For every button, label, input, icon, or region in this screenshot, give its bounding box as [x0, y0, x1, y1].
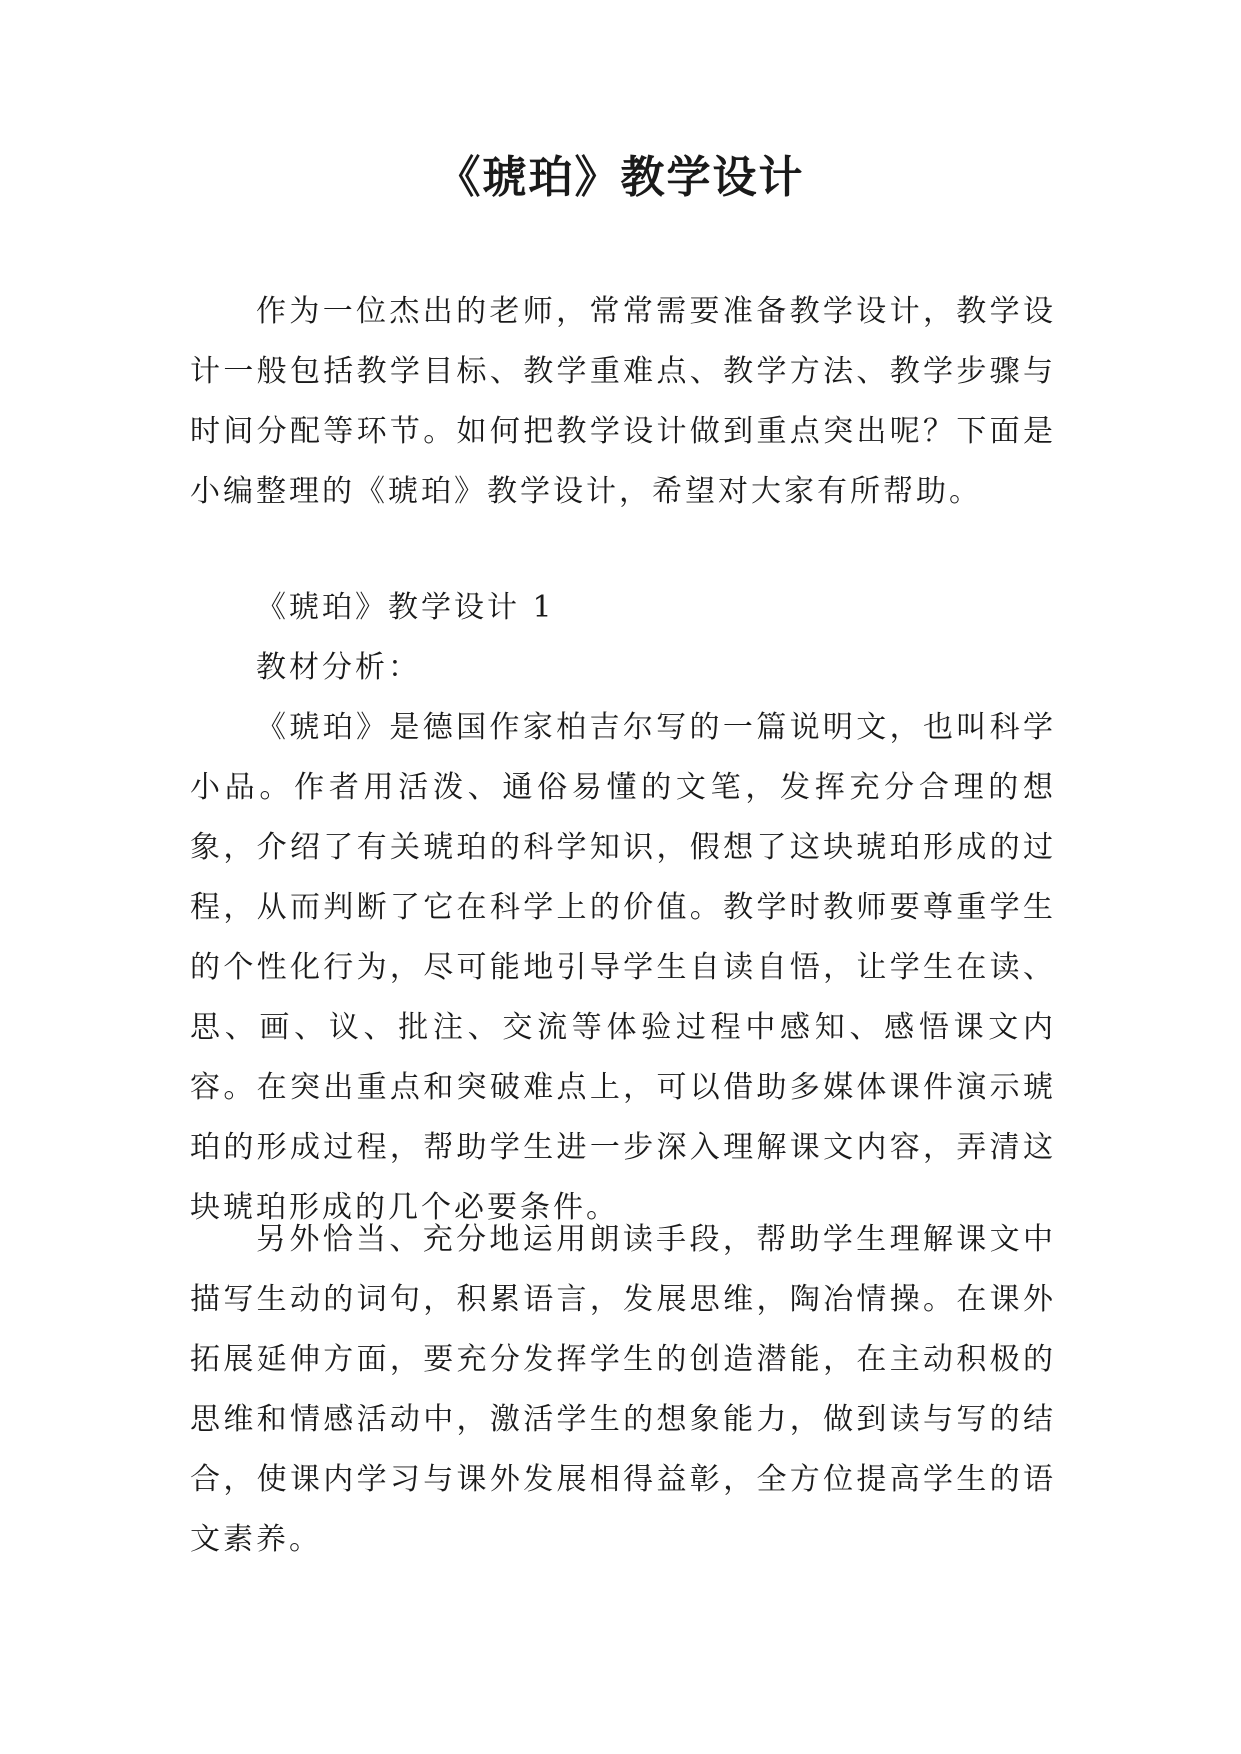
analysis-label: 教材分析：	[256, 650, 421, 685]
body-paragraph: 《琥珀》是德国作家柏吉尔写的一篇说明文，也叫科学小品。作者用活泼、通俗易懂的文笔，发挥充分合理的想象，介绍了有关琥珀的科学知识，假想了这块琥珀形成的过程，从而判断了它在科学上的价值。教学时教师要尊重学生的个性化行为，尽可能地引导学生自读自悟，让学生在读、思、画、议、批注、交流等体验过程中感知、感悟课文内容。在突出重点和突破难点上，可以借助多媒体课件演示琥珀的形成过程，帮助学生进一步深入理解课文内容，弄清这块琥珀形成的几个必要条件。	[190, 710, 1056, 1225]
body-paragraph: 另外恰当、充分地运用朗读手段，帮助学生理解课文中描写生动的词句，积累语言，发展思维，陶冶情操。在课外拓展延伸方面，要充分发挥学生的创造潜能，在主动积极的思维和情感活动中，激活学生的想象能力，做到读与写的结合，使课内学习与课外发展相得益彰，全方位提高学生的语文素养。	[190, 1222, 1056, 1557]
intro-paragraph: 作为一位杰出的老师，常常需要准备教学设计，教学设计一般包括教学目标、教学重难点、教学方法、教学步骤与时间分配等环节。如何把教学设计做到重点突出呢？下面是小编整理的《琥珀》教学设计，希望对大家有所帮助。	[190, 294, 1056, 509]
section-heading: 《琥珀》教学设计 1	[256, 590, 555, 625]
document-title: 《琥珀》教学设计	[436, 152, 805, 203]
